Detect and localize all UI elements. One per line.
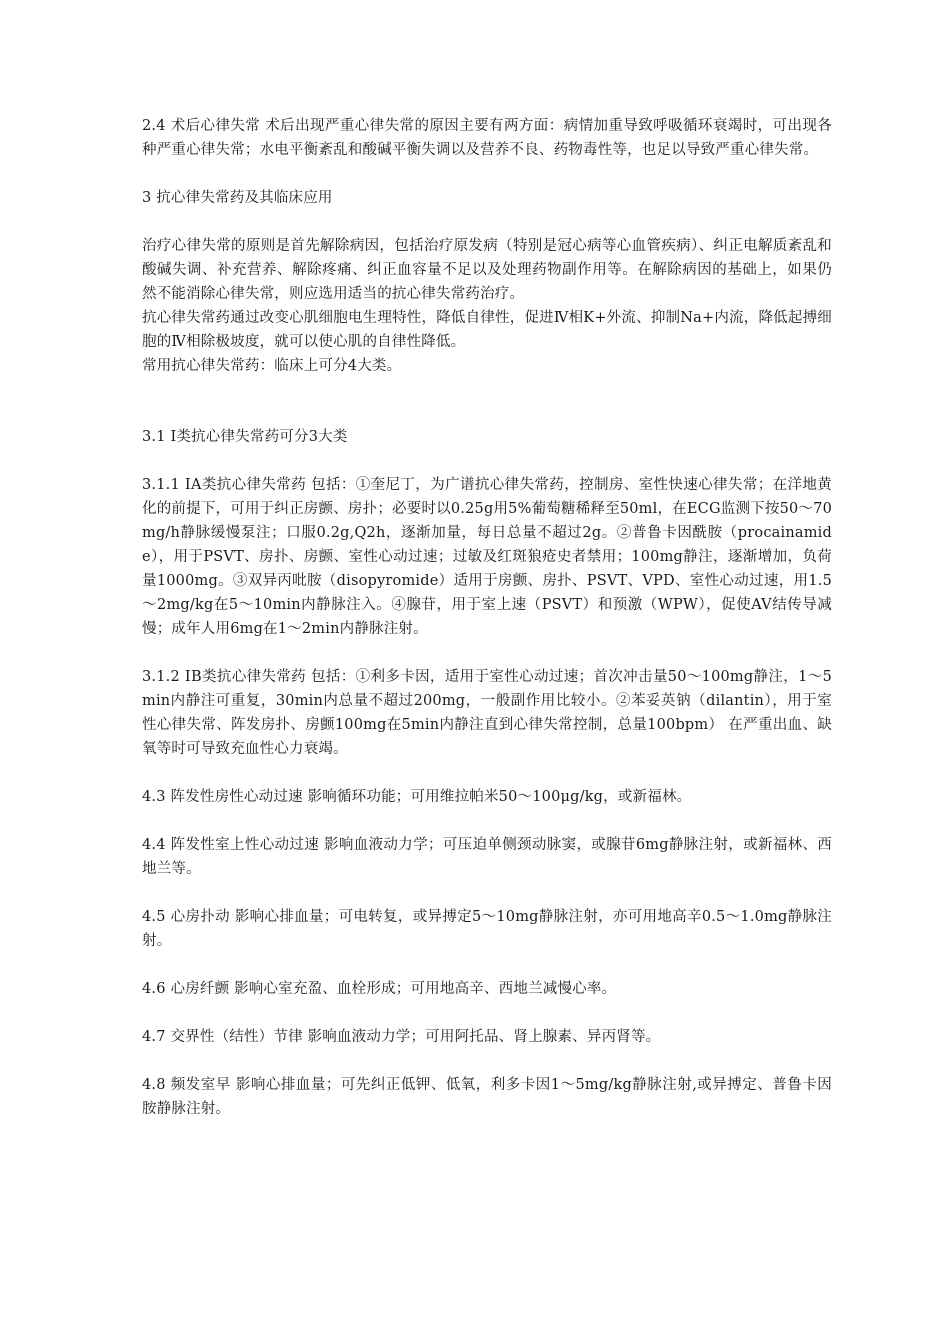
section-4-7-paragraph: 4.7 交界性（结性）节律 影响血液动力学；可用阿托品、肾上腺素、异丙肾等。 [142, 1029, 661, 1045]
section-4-6-paragraph: 4.6 心房纤颤 影响心室充盈、血栓形成；可用地高辛、西地兰减慢心率。 [142, 981, 617, 997]
classification-paragraph: 常用抗心律失常药：临床上可分4大类。 [142, 358, 402, 374]
section-2-4-paragraph: 2.4 术后心律失常 术后出现严重心律失常的原因主要有两方面：病情加重导致呼吸循环衰竭时，可出现各种严重心律失常；水电平衡紊乱和酸碱平衡失调以及营养不良、药物毒性等，也足以导致严重心律失常。 [142, 118, 832, 158]
section-4-5-paragraph: 4.5 心房扑动 影响心排血量；可电转复，或异搏定5～10mg静脉注射，亦可用地高辛0.5～1.0mg静脉注射。 [142, 909, 832, 949]
section-4-3-paragraph: 4.3 阵发性房性心动过速 影响循环功能；可用维拉帕米50～100μg/kg，或新福林。 [142, 789, 692, 805]
section-4-8-paragraph: 4.8 频发室早 影响心排血量；可先纠正低钾、低氧，利多卡因1～5mg/kg静脉注射,或异搏定、普鲁卡因胺静脉注射。 [142, 1077, 832, 1117]
section-3-1-heading: 3.1 Ⅰ类抗心律失常药可分3大类 [142, 429, 348, 445]
treatment-principle-paragraph: 治疗心律失常的原则是首先解除病因，包括治疗原发病（特别是冠心病等心血管疾病）、纠正电解质紊乱和酸碱失调、补充营养、解除疼痛、纠正血容量不足以及处理药物副作用等。在解除病因的基础上，如果仍然不能消除心律失常，则应选用适当的抗心律失常药治疗。 [142, 238, 832, 302]
document-page [142, 114, 832, 1121]
section-3-1-2-paragraph: 3.1.2 ⅠB类抗心律失常药 包括：①利多卡因，适用于室性心动过速；首次冲击量50～100mg静注，1～5min内静注可重复，30min内总量不超过200mg，一般副作用比较小。②苯妥英钠（dilantin），用于室性心律失常、阵发房扑、房颤100mg在5min内静注直到心律失常控制，总量100bpm） 在严重出血、缺氧等时可导致充血性心力衰竭。 [142, 669, 832, 757]
section-3-1-1-paragraph: 3.1.1 ⅠA类抗心律失常药 包括：①奎尼丁，为广谱抗心律失常药，控制房、室性快速心律失常；在洋地黄化的前提下，可用于纠正房颤、房扑；必要时以0.25g用5%葡萄糖稀释至50ml，在ECG监测下按50～70mg/h静脉缓慢泵注；口服0.2g,Q2h，逐渐加量，每日总量不超过2g。②普鲁卡因酰胺（procainamide），用于PSVT、房扑、房颤、室性心动过速；过敏及红斑狼疮史者禁用；100mg静注，逐渐增加，负荷量1000mg。③双异丙吡胺（disopyromide）适用于房颤、房扑、PSVT、VPD、室性心动过速，用1.5～2mg/kg在5～10min内静脉注入。④腺苷，用于室上速（PSVT）和预激（WPW），促使AV结传导减慢；成年人用6mg在1～2min内静脉注射。 [142, 477, 832, 637]
section-3-heading: 3 抗心律失常药及其临床应用 [142, 190, 333, 206]
mechanism-paragraph: 抗心律失常药通过改变心肌细胞电生理特性，降低自律性，促进Ⅳ相K+外流、抑制Na+内流，降低起搏细胞的Ⅳ相除极坡度，就可以使心肌的自律性降低。 [142, 310, 832, 350]
section-4-4-paragraph: 4.4 阵发性室上性心动过速 影响血液动力学；可压迫单侧颈动脉窦，或腺苷6mg静脉注射，或新福林、西地兰等。 [142, 837, 832, 877]
